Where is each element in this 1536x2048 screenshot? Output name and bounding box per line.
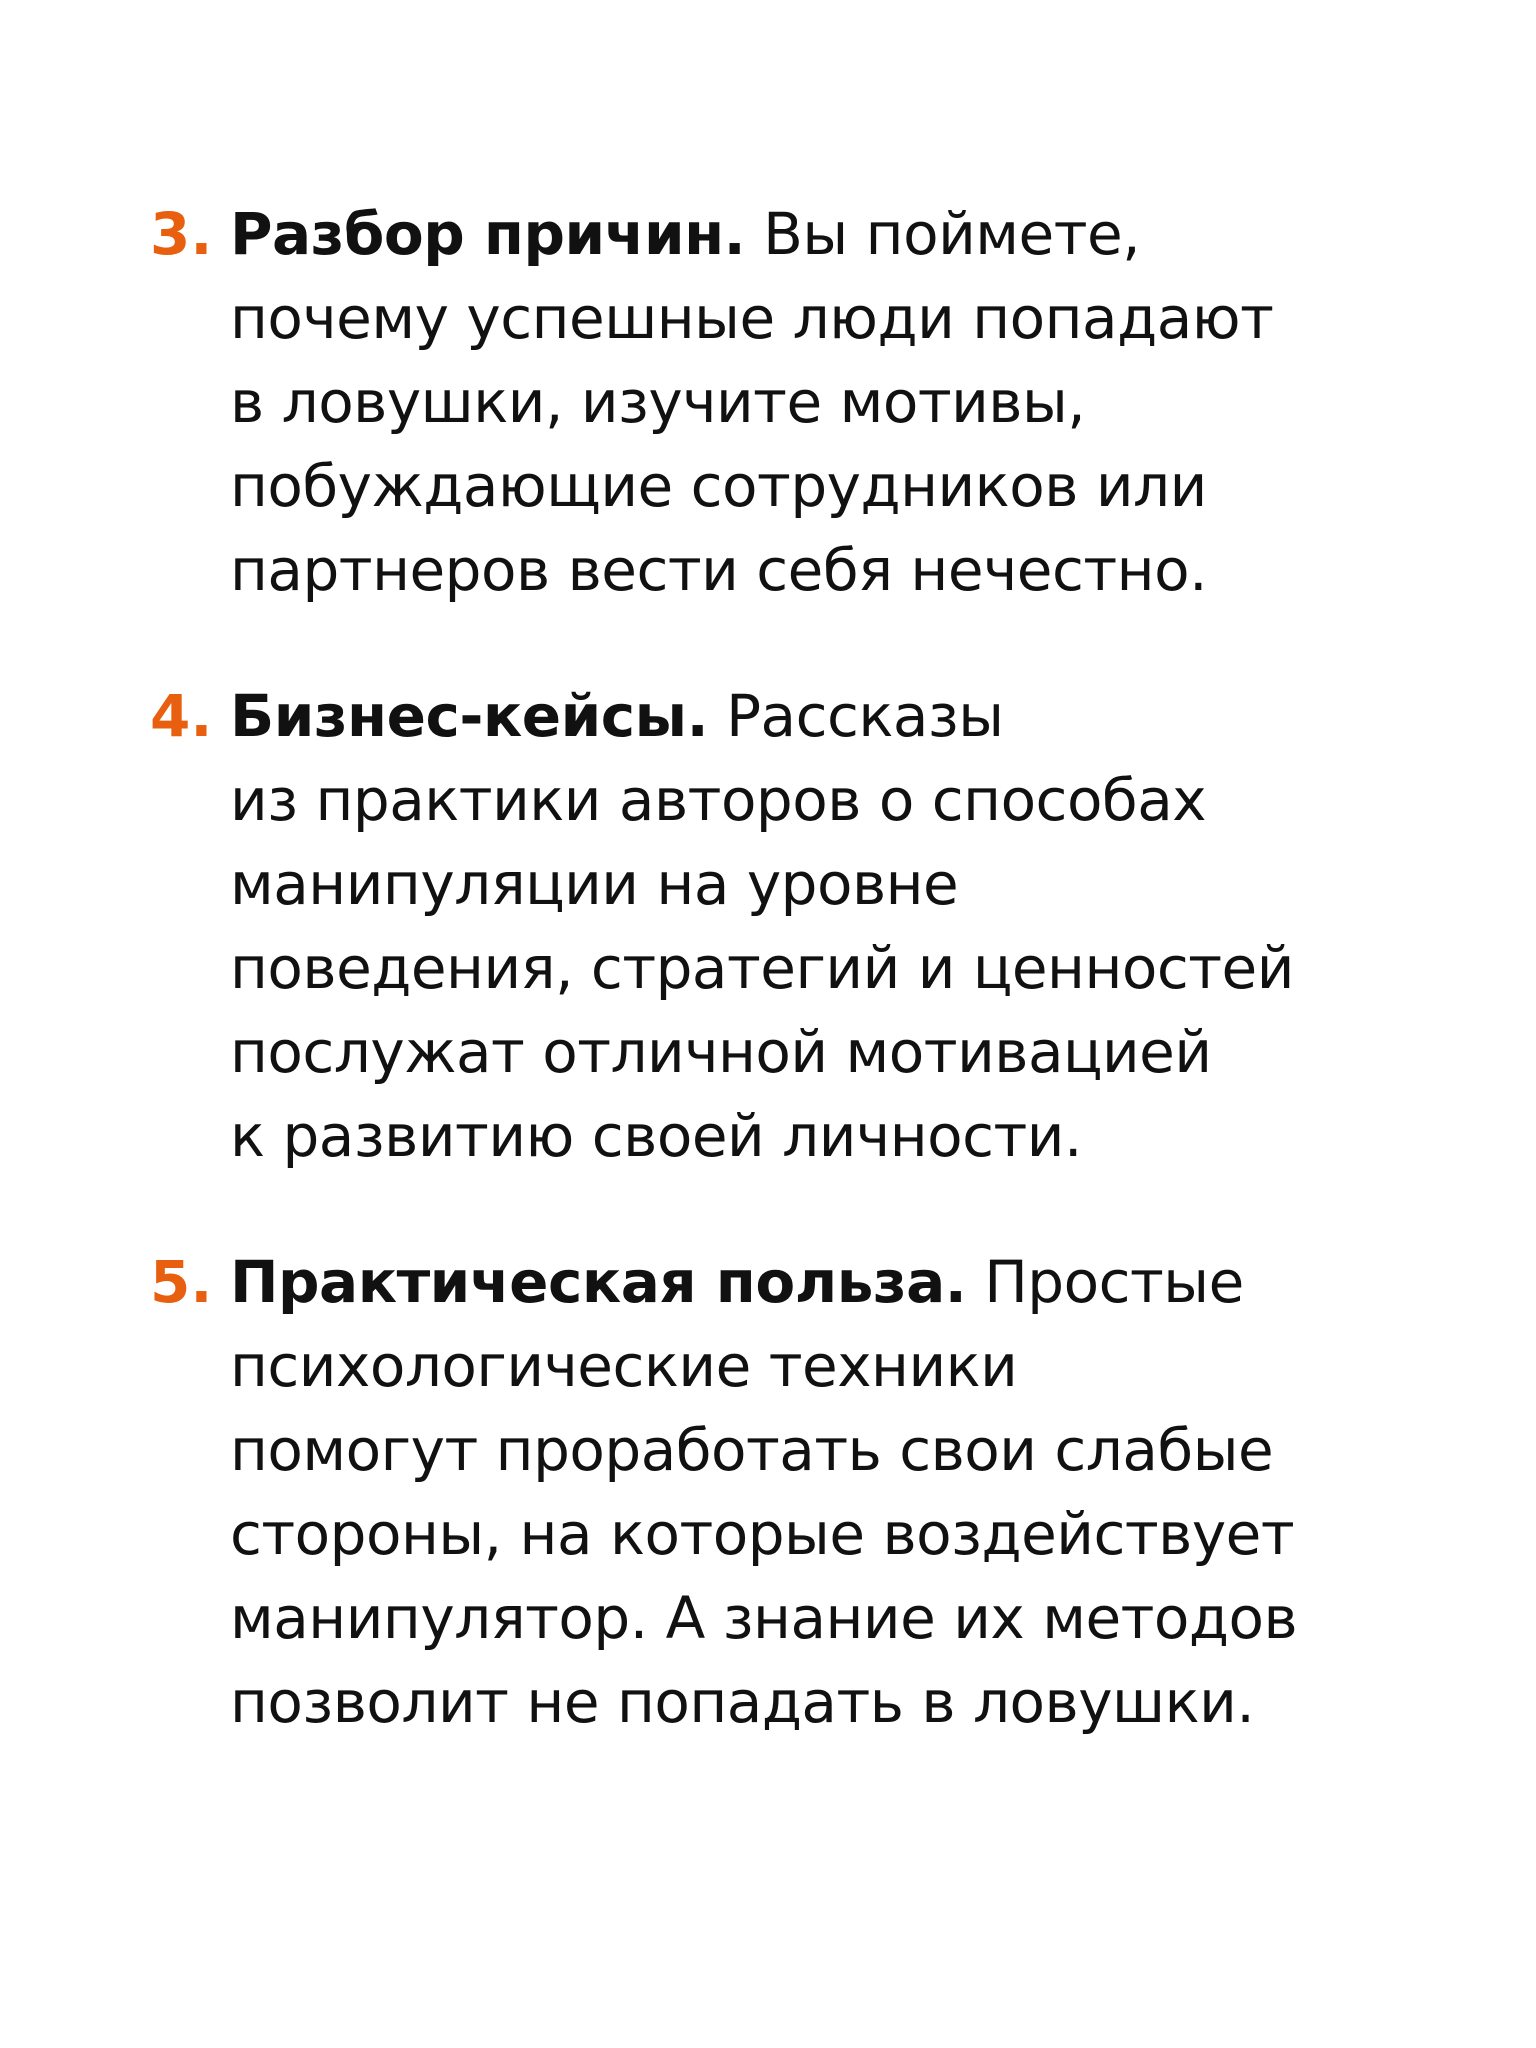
- item-number: 4.: [150, 682, 213, 750]
- item-text-line: из практики авторов о способах: [230, 766, 1207, 834]
- item-text-line: Рассказы: [726, 682, 1004, 750]
- list-item: [150, 1240, 1420, 1744]
- list-item: [150, 192, 1420, 612]
- item-text-line: позволит не попадать в ловушки.: [230, 1668, 1255, 1736]
- item-text-line: психологические техники: [230, 1332, 1018, 1400]
- item-text-line: к развитию своей личности.: [230, 1102, 1082, 1170]
- item-text-line: почему успешные люди попадают: [230, 284, 1274, 352]
- item-text-line: послужат отличной мотивацией: [230, 1018, 1212, 1086]
- item-first-line: [230, 674, 1420, 758]
- item-heading: Практическая польза.: [230, 1248, 967, 1316]
- numbered-list: [150, 192, 1420, 1744]
- item-text-line: Вы поймете,: [763, 200, 1141, 268]
- item-heading: Разбор причин.: [230, 200, 746, 268]
- item-text-line: помогут проработать свои слабые: [230, 1416, 1274, 1484]
- item-text-line: в ловушки, изучите мотивы,: [230, 368, 1086, 436]
- item-text-line: побуждающие сотрудников или: [230, 452, 1207, 520]
- item-first-line: [230, 1240, 1420, 1324]
- item-number: 3.: [150, 200, 213, 268]
- item-text-line: стороны, на которые воздействует: [230, 1500, 1295, 1568]
- item-text-line: манипулятор. А знание их методов: [230, 1584, 1298, 1652]
- item-text-line: манипуляции на уровне: [230, 850, 959, 918]
- item-number: 5.: [150, 1248, 213, 1316]
- item-text-line: поведения, стратегий и ценностей: [230, 934, 1294, 1002]
- item-text-line: Простые: [984, 1248, 1244, 1316]
- item-text-line: партнеров вести себя нечестно.: [230, 536, 1208, 604]
- list-item: [150, 674, 1420, 1178]
- item-heading: Бизнес-кейсы.: [230, 682, 709, 750]
- item-first-line: [230, 192, 1420, 276]
